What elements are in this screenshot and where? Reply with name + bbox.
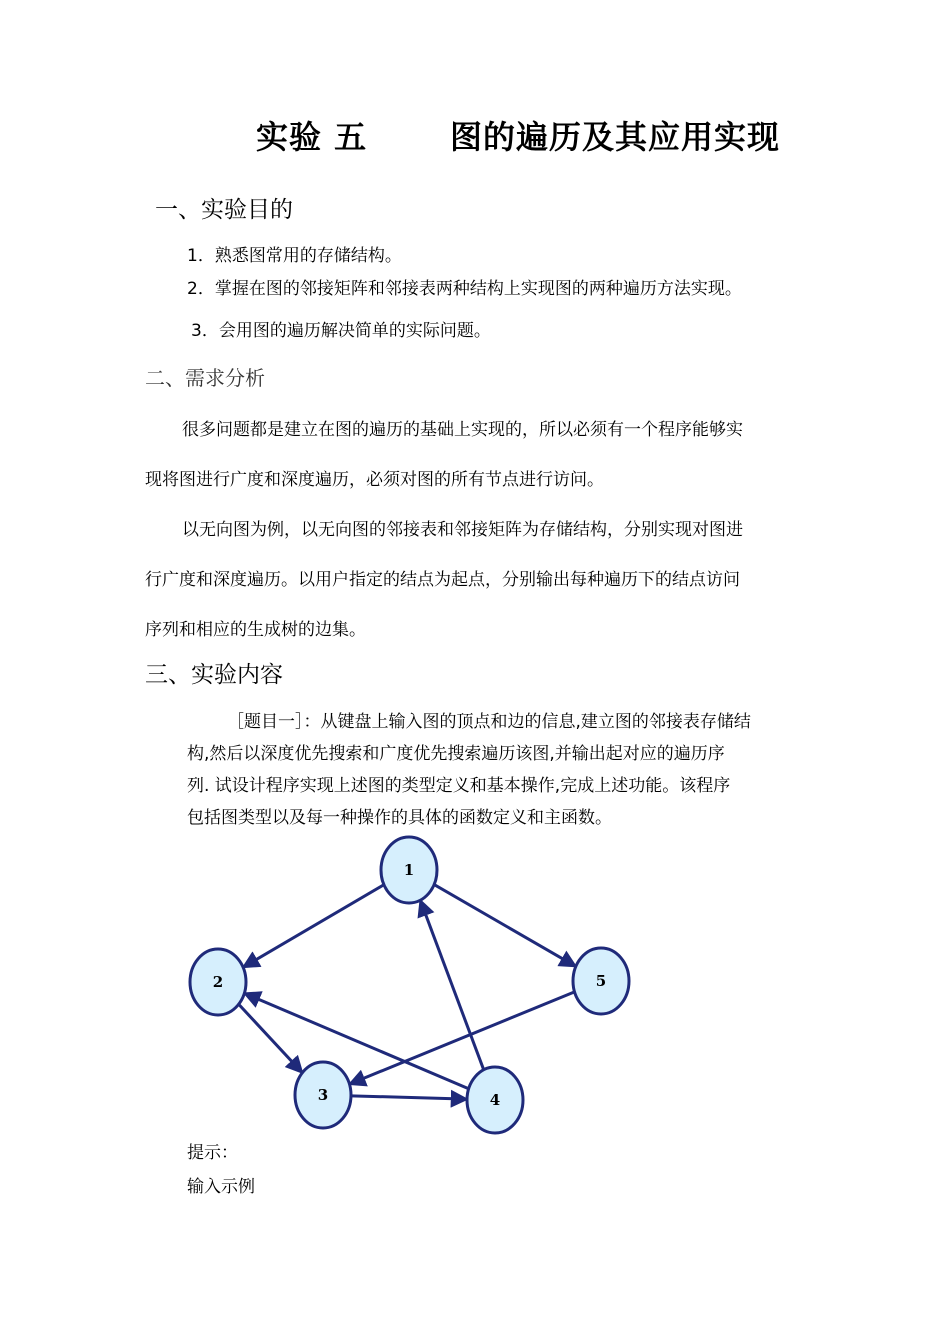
graph-node-4 [467,1067,523,1133]
graph-node-3 [295,1062,351,1128]
graph-node-label: 4 [489,1091,501,1109]
graph-edge-3-4 [351,1096,467,1099]
graph-node-label: 1 [403,861,415,879]
graph-edge-5-3 [349,992,574,1084]
section3-heading: 三、实验内容 [145,662,283,688]
graph-edge-1-2 [243,885,384,968]
paragraph-line: 列. 试设计程序实现上述图的类型定义和基本操作,完成上述功能。该程序 [187,776,731,796]
page-title-part1: 实验 五 [256,118,368,156]
graph-node-label: 3 [317,1086,329,1104]
paragraph-line: 很多问题都是建立在图的遍历的基础上实现的，所以必须有一个程序能够实 [182,420,743,440]
list-item: 3．会用图的遍历解决简单的实际问题。 [191,321,491,341]
graph-edges [239,885,576,1100]
list-item: 1．熟悉图常用的存储结构。 [187,246,402,266]
section1-heading: 一、实验目的 [155,197,293,223]
paragraph-line: 序列和相应的生成树的边集。 [145,620,366,640]
graph-edge-1-5 [434,885,576,967]
graph-edge-4-2 [244,993,468,1089]
paragraph-line: 构,然后以深度优先搜索和广度优先搜索遍历该图,并输出起对应的遍历序 [187,744,725,764]
graph-node-label: 5 [595,972,607,990]
section2-heading: 二、需求分析 [145,366,265,390]
graph-nodes [190,837,629,1133]
graph-node-1 [381,837,437,903]
paragraph-line: 现将图进行广度和深度遍历，必须对图的所有节点进行访问。 [145,470,604,490]
graph-node-5 [573,948,629,1014]
paragraph-line: 行广度和深度遍历。以用户指定的结点为起点，分别输出每种遍历下的结点访问 [145,570,740,590]
graph-node-2 [190,949,246,1015]
graph-edge-4-1 [420,900,483,1070]
graph-node-label: 2 [212,973,224,991]
paragraph-line: ［题目一］：从键盘上输入图的顶点和边的信息,建立图的邻接表存储结 [227,712,751,732]
hint-sub: 输入示例 [187,1177,255,1197]
list-item: 2．掌握在图的邻接矩阵和邻接表两种结构上实现图的两种遍历方法实现。 [187,279,742,299]
page-title-part2: 图的遍历及其应用实现 [450,118,781,156]
graph-diagram [180,830,650,1140]
paragraph-line: 包括图类型以及每一种操作的具体的函数定义和主函数。 [187,808,612,828]
paragraph-line: 以无向图为例，以无向图的邻接表和邻接矩阵为存储结构，分别实现对图进 [182,520,743,540]
hint-label: 提示： [187,1143,238,1163]
